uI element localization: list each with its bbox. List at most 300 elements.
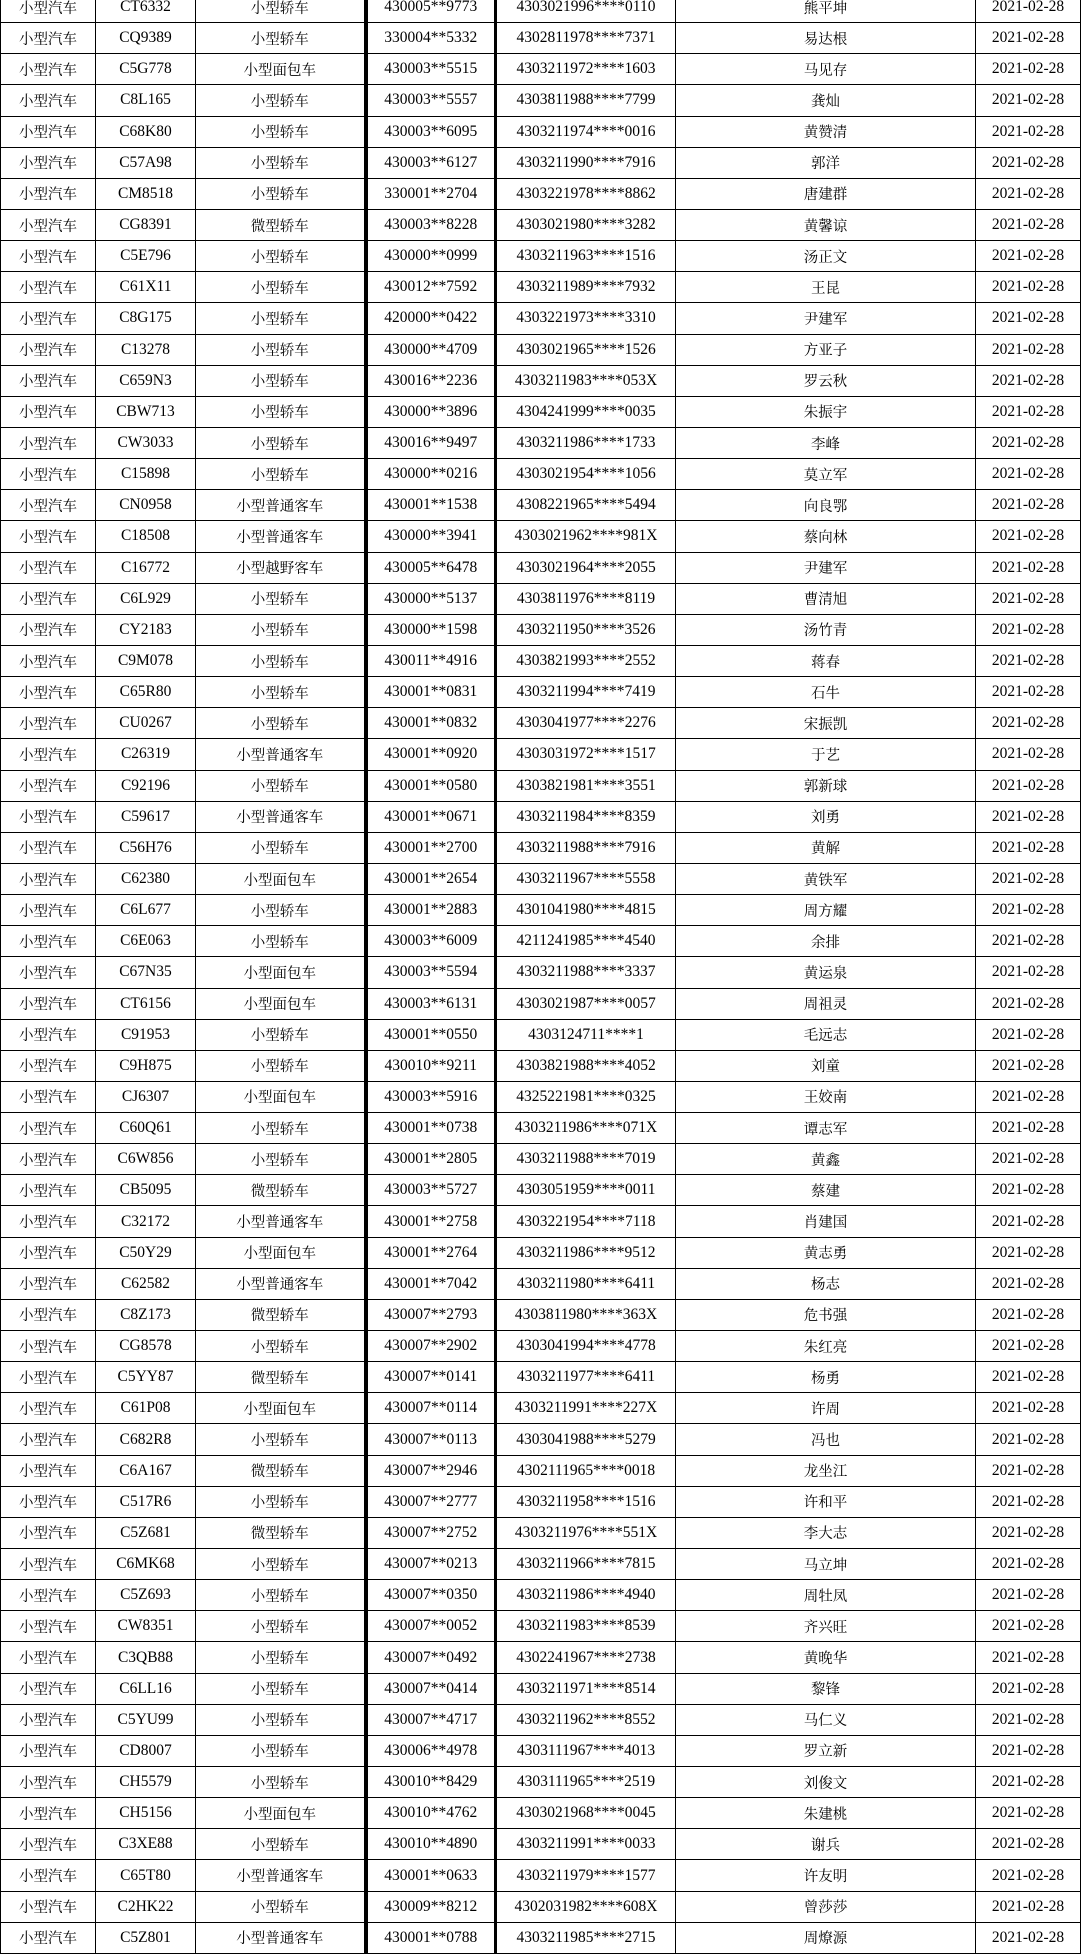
license-number-cell: 430006**4978 [366,1735,496,1766]
vehicle-class-cell: 小型汽车 [1,863,96,894]
vehicle-class-cell: 小型汽车 [1,1673,96,1704]
license-number-cell: 430012**7592 [366,272,496,303]
id-number-cell: 4211241985****4540 [496,926,676,957]
id-number-cell: 4303021964****2055 [496,552,676,583]
license-number-cell: 430010**8429 [366,1767,496,1798]
id-number-cell: 4303021965****1526 [496,334,676,365]
vehicle-type-cell: 小型轿车 [196,0,366,23]
table-row [1,1580,1081,1611]
date-cell: 2021-02-28 [976,1393,1081,1424]
id-number-cell: 4303211962****8552 [496,1704,676,1735]
license-number-cell: 430007**0114 [366,1393,496,1424]
table-row [1,1331,1081,1362]
table-row [1,1081,1081,1112]
vehicle-class-cell: 小型汽车 [1,1517,96,1548]
date-cell: 2021-02-28 [976,1798,1081,1829]
plate-number-cell: C8G175 [96,303,196,334]
id-number-cell: 4303211988****7916 [496,832,676,863]
id-number-cell: 4303211990****7916 [496,147,676,178]
license-number-cell: 430001**2758 [366,1206,496,1237]
owner-name-cell: 许周 [676,1393,976,1424]
id-number-cell: 4303021962****981X [496,521,676,552]
vehicle-type-cell: 小型普通客车 [196,1268,366,1299]
plate-number-cell: C9M078 [96,645,196,676]
table-row [1,178,1081,209]
id-number-cell: 4302241967****2738 [496,1642,676,1673]
vehicle-type-cell: 小型轿车 [196,708,366,739]
vehicle-type-cell: 小型轿车 [196,645,366,676]
plate-number-cell: CN0958 [96,490,196,521]
id-number-cell: 4303111967****4013 [496,1735,676,1766]
table-row [1,0,1081,23]
license-number-cell: 430001**0832 [366,708,496,739]
date-cell: 2021-02-28 [976,427,1081,458]
plate-number-cell: C6A167 [96,1455,196,1486]
plate-number-cell: C5E796 [96,241,196,272]
license-number-cell: 430007**0141 [366,1362,496,1393]
date-cell: 2021-02-28 [976,1206,1081,1237]
id-number-cell: 4303211967****5558 [496,863,676,894]
id-number-cell: 4303211971****8514 [496,1673,676,1704]
table-row [1,1362,1081,1393]
license-number-cell: 430003**6095 [366,116,496,147]
plate-number-cell: C18508 [96,521,196,552]
owner-name-cell: 余排 [676,926,976,957]
table-row [1,272,1081,303]
owner-name-cell: 易达根 [676,23,976,54]
vehicle-type-cell: 小型轿车 [196,365,366,396]
table-row [1,552,1081,583]
vehicle-class-cell: 小型汽车 [1,147,96,178]
owner-name-cell: 汤竹青 [676,614,976,645]
id-number-cell: 4308221965****5494 [496,490,676,521]
vehicle-class-cell: 小型汽车 [1,303,96,334]
table-row [1,1268,1081,1299]
id-number-cell: 4303041994****4778 [496,1331,676,1362]
id-number-cell: 4303211988****3337 [496,957,676,988]
table-row [1,1424,1081,1455]
id-number-cell: 4303041988****5279 [496,1424,676,1455]
plate-number-cell: C2HK22 [96,1891,196,1922]
id-number-cell: 4303051959****0011 [496,1175,676,1206]
table-row [1,23,1081,54]
owner-name-cell: 宋振凯 [676,708,976,739]
date-cell: 2021-02-28 [976,85,1081,116]
owner-name-cell: 熊平坤 [676,0,976,23]
vehicle-class-cell: 小型汽车 [1,1050,96,1081]
plate-number-cell: C659N3 [96,365,196,396]
license-number-cell: 430000**4709 [366,334,496,365]
table-row [1,459,1081,490]
owner-name-cell: 龚灿 [676,85,976,116]
table-row [1,739,1081,770]
owner-name-cell: 蔡建 [676,1175,976,1206]
plate-number-cell: C5YY87 [96,1362,196,1393]
id-number-cell: 4303211984****8359 [496,801,676,832]
owner-name-cell: 黄志勇 [676,1237,976,1268]
license-number-cell: 430003**6131 [366,988,496,1019]
table-row [1,801,1081,832]
plate-number-cell: CT6156 [96,988,196,1019]
date-cell: 2021-02-28 [976,490,1081,521]
id-number-cell: 4303211983****8539 [496,1611,676,1642]
owner-name-cell: 周祖灵 [676,988,976,1019]
date-cell: 2021-02-28 [976,1673,1081,1704]
date-cell: 2021-02-28 [976,1549,1081,1580]
owner-name-cell: 许和平 [676,1486,976,1517]
vehicle-class-cell: 小型汽车 [1,1642,96,1673]
owner-name-cell: 黄铁军 [676,863,976,894]
license-number-cell: 430001**0920 [366,739,496,770]
plate-number-cell: C5Z801 [96,1922,196,1953]
vehicle-type-cell: 小型普通客车 [196,1206,366,1237]
owner-name-cell: 黄赞清 [676,116,976,147]
plate-number-cell: C5G778 [96,54,196,85]
vehicle-type-cell: 小型轿车 [196,241,366,272]
table-row [1,303,1081,334]
plate-number-cell: C56H76 [96,832,196,863]
license-number-cell: 430007**2946 [366,1455,496,1486]
date-cell: 2021-02-28 [976,272,1081,303]
vehicle-class-cell: 小型汽车 [1,1704,96,1735]
plate-number-cell: C6L929 [96,583,196,614]
date-cell: 2021-02-28 [976,801,1081,832]
table-row [1,957,1081,988]
plate-number-cell: C6LL16 [96,1673,196,1704]
vehicle-type-cell: 微型轿车 [196,1455,366,1486]
vehicle-type-cell: 小型面包车 [196,957,366,988]
vehicle-class-cell: 小型汽车 [1,1237,96,1268]
owner-name-cell: 刘童 [676,1050,976,1081]
owner-name-cell: 马见存 [676,54,976,85]
table-row [1,396,1081,427]
plate-number-cell: C57A98 [96,147,196,178]
vehicle-class-cell: 小型汽车 [1,1611,96,1642]
vehicle-type-cell: 微型轿车 [196,209,366,240]
plate-number-cell: C91953 [96,1019,196,1050]
id-number-cell: 4303211986****4940 [496,1580,676,1611]
vehicle-class-cell: 小型汽车 [1,1891,96,1922]
date-cell: 2021-02-28 [976,1517,1081,1548]
plate-number-cell: C61X11 [96,272,196,303]
license-number-cell: 430007**0052 [366,1611,496,1642]
plate-number-cell: CQ9389 [96,23,196,54]
id-number-cell: 4303211986****071X [496,1113,676,1144]
plate-number-cell: C6MK68 [96,1549,196,1580]
owner-name-cell: 周燎源 [676,1922,976,1953]
id-number-cell: 4303211985****2715 [496,1922,676,1953]
id-number-cell: 4303211950****3526 [496,614,676,645]
license-number-cell: 430000**3896 [366,396,496,427]
owner-name-cell: 龙坐江 [676,1455,976,1486]
plate-number-cell: C5Z693 [96,1580,196,1611]
vehicle-class-cell: 小型汽车 [1,895,96,926]
owner-name-cell: 王昆 [676,272,976,303]
vehicle-type-cell: 小型轿车 [196,1829,366,1860]
license-number-cell: 430001**0738 [366,1113,496,1144]
vehicle-class-cell: 小型汽车 [1,708,96,739]
vehicle-type-cell: 小型轿车 [196,23,366,54]
license-number-cell: 430001**2805 [366,1144,496,1175]
vehicle-class-cell: 小型汽车 [1,832,96,863]
id-number-cell: 4303211988****7019 [496,1144,676,1175]
owner-name-cell: 罗立新 [676,1735,976,1766]
plate-number-cell: C32172 [96,1206,196,1237]
date-cell: 2021-02-28 [976,645,1081,676]
vehicle-class-cell: 小型汽车 [1,1268,96,1299]
vehicle-type-cell: 小型轿车 [196,1331,366,1362]
license-number-cell: 430001**2883 [366,895,496,926]
license-number-cell: 430007**2793 [366,1299,496,1330]
license-number-cell: 430001**2654 [366,863,496,894]
date-cell: 2021-02-28 [976,365,1081,396]
vehicle-type-cell: 小型轿车 [196,147,366,178]
id-number-cell: 4303211986****9512 [496,1237,676,1268]
owner-name-cell: 刘勇 [676,801,976,832]
plate-number-cell: C60Q61 [96,1113,196,1144]
license-number-cell: 430001**1538 [366,490,496,521]
plate-number-cell: CB5095 [96,1175,196,1206]
date-cell: 2021-02-28 [976,614,1081,645]
vehicle-type-cell: 小型普通客车 [196,1860,366,1891]
table-row [1,988,1081,1019]
vehicle-type-cell: 小型轿车 [196,832,366,863]
owner-name-cell: 石牛 [676,677,976,708]
vehicle-type-cell: 小型面包车 [196,54,366,85]
table-row [1,1144,1081,1175]
plate-number-cell: C65R80 [96,677,196,708]
date-cell: 2021-02-28 [976,1175,1081,1206]
id-number-cell: 4303021996****0110 [496,0,676,23]
id-number-cell: 4303211983****053X [496,365,676,396]
vehicle-type-cell: 小型面包车 [196,1798,366,1829]
license-number-cell: 330004**5332 [366,23,496,54]
owner-name-cell: 齐兴旺 [676,1611,976,1642]
date-cell: 2021-02-28 [976,583,1081,614]
vehicle-class-cell: 小型汽车 [1,272,96,303]
vehicle-class-cell: 小型汽车 [1,1144,96,1175]
license-number-cell: 430007**0213 [366,1549,496,1580]
id-number-cell: 4303021954****1056 [496,459,676,490]
owner-name-cell: 黄晚华 [676,1642,976,1673]
table-row [1,334,1081,365]
table-row [1,1829,1081,1860]
plate-number-cell: CBW713 [96,396,196,427]
id-number-cell: 4303211994****7419 [496,677,676,708]
id-number-cell: 4303111965****2519 [496,1767,676,1798]
vehicle-type-cell: 小型轿车 [196,1767,366,1798]
plate-number-cell: C92196 [96,770,196,801]
plate-number-cell: CT6332 [96,0,196,23]
license-number-cell: 430001**2764 [366,1237,496,1268]
license-number-cell: 430010**4762 [366,1798,496,1829]
vehicle-type-cell: 微型轿车 [196,1362,366,1393]
id-number-cell: 4303221973****3310 [496,303,676,334]
table-row [1,209,1081,240]
table-row [1,1922,1081,1953]
vehicle-class-cell: 小型汽车 [1,1486,96,1517]
id-number-cell: 4303211972****1603 [496,54,676,85]
owner-name-cell: 郭洋 [676,147,976,178]
license-number-cell: 430007**4717 [366,1704,496,1735]
date-cell: 2021-02-28 [976,1580,1081,1611]
date-cell: 2021-02-28 [976,988,1081,1019]
date-cell: 2021-02-28 [976,1237,1081,1268]
date-cell: 2021-02-28 [976,677,1081,708]
date-cell: 2021-02-28 [976,552,1081,583]
owner-name-cell: 周牡凤 [676,1580,976,1611]
vehicle-type-cell: 小型轿车 [196,1486,366,1517]
vehicle-class-cell: 小型汽车 [1,1206,96,1237]
plate-number-cell: C68K80 [96,116,196,147]
id-number-cell: 4303821988****4052 [496,1050,676,1081]
license-number-cell: 430001**0580 [366,770,496,801]
vehicle-class-cell: 小型汽车 [1,1735,96,1766]
owner-name-cell: 谢兵 [676,1829,976,1860]
plate-number-cell: C67N35 [96,957,196,988]
table-row [1,926,1081,957]
table-row [1,427,1081,458]
vehicle-type-cell: 小型轿车 [196,1891,366,1922]
license-number-cell: 430003**5557 [366,85,496,116]
id-number-cell: 4303124711****1 [496,1019,676,1050]
vehicle-class-cell: 小型汽车 [1,1455,96,1486]
id-number-cell: 4303221954****7118 [496,1206,676,1237]
date-cell: 2021-02-28 [976,1891,1081,1922]
license-number-cell: 430001**2700 [366,832,496,863]
id-number-cell: 4303821981****3551 [496,770,676,801]
license-number-cell: 430016**9497 [366,427,496,458]
vehicle-type-cell: 小型轿车 [196,926,366,957]
table-row [1,1486,1081,1517]
plate-number-cell: CH5579 [96,1767,196,1798]
date-cell: 2021-02-28 [976,1081,1081,1112]
plate-number-cell: CD8007 [96,1735,196,1766]
date-cell: 2021-02-28 [976,863,1081,894]
owner-name-cell: 马立坤 [676,1549,976,1580]
id-number-cell: 4303021968****0045 [496,1798,676,1829]
owner-name-cell: 莫立军 [676,459,976,490]
owner-name-cell: 向良鄂 [676,490,976,521]
license-number-cell: 430007**0350 [366,1580,496,1611]
id-number-cell: 4302811978****7371 [496,23,676,54]
date-cell: 2021-02-28 [976,0,1081,23]
table-row [1,147,1081,178]
vehicle-class-cell: 小型汽车 [1,365,96,396]
table-row [1,1549,1081,1580]
vehicle-class-cell: 小型汽车 [1,54,96,85]
vehicle-class-cell: 小型汽车 [1,583,96,614]
vehicle-type-cell: 小型轿车 [196,459,366,490]
vehicle-type-cell: 小型越野客车 [196,552,366,583]
vehicle-type-cell: 小型轿车 [196,1704,366,1735]
id-number-cell: 4303031972****1517 [496,739,676,770]
vehicle-class-cell: 小型汽车 [1,209,96,240]
table-row [1,1611,1081,1642]
plate-number-cell: C682R8 [96,1424,196,1455]
vehicle-type-cell: 小型轿车 [196,895,366,926]
table-row [1,241,1081,272]
vehicle-type-cell: 小型普通客车 [196,490,366,521]
license-number-cell: 430005**6478 [366,552,496,583]
vehicle-class-cell: 小型汽车 [1,1081,96,1112]
vehicle-type-cell: 小型轿车 [196,1050,366,1081]
vehicle-class-cell: 小型汽车 [1,614,96,645]
vehicle-type-cell: 小型轿车 [196,1611,366,1642]
id-number-cell: 4303211976****551X [496,1517,676,1548]
plate-number-cell: C15898 [96,459,196,490]
date-cell: 2021-02-28 [976,1331,1081,1362]
owner-name-cell: 毛远志 [676,1019,976,1050]
vehicle-class-cell: 小型汽车 [1,490,96,521]
plate-number-cell: C26319 [96,739,196,770]
license-number-cell: 430010**4890 [366,1829,496,1860]
table-row [1,1704,1081,1735]
table-row [1,1642,1081,1673]
plate-number-cell: C6W856 [96,1144,196,1175]
license-number-cell: 430001**0831 [366,677,496,708]
vehicle-class-cell: 小型汽车 [1,241,96,272]
date-cell: 2021-02-28 [976,770,1081,801]
date-cell: 2021-02-28 [976,241,1081,272]
date-cell: 2021-02-28 [976,1735,1081,1766]
table-row [1,54,1081,85]
table-row [1,863,1081,894]
vehicle-class-cell: 小型汽车 [1,1299,96,1330]
date-cell: 2021-02-28 [976,1268,1081,1299]
vehicle-class-cell: 小型汽车 [1,334,96,365]
plate-number-cell: CG8391 [96,209,196,240]
plate-number-cell: C62582 [96,1268,196,1299]
vehicle-type-cell: 微型轿车 [196,1517,366,1548]
vehicle-class-cell: 小型汽车 [1,521,96,552]
date-cell: 2021-02-28 [976,895,1081,926]
plate-number-cell: CM8518 [96,178,196,209]
license-number-cell: 430001**0671 [366,801,496,832]
id-number-cell: 4303211963****1516 [496,241,676,272]
vehicle-class-cell: 小型汽车 [1,396,96,427]
table-row [1,521,1081,552]
owner-name-cell: 黄运泉 [676,957,976,988]
license-number-cell: 430011**4916 [366,645,496,676]
plate-number-cell: C13278 [96,334,196,365]
id-number-cell: 4303811980****363X [496,1299,676,1330]
table-row [1,116,1081,147]
date-cell: 2021-02-28 [976,23,1081,54]
id-number-cell: 4303021987****0057 [496,988,676,1019]
vehicle-class-cell: 小型汽车 [1,739,96,770]
vehicle-type-cell: 小型轿车 [196,427,366,458]
plate-number-cell: CU0267 [96,708,196,739]
owner-name-cell: 曹清旭 [676,583,976,614]
owner-name-cell: 许友明 [676,1860,976,1891]
vehicle-type-cell: 小型普通客车 [196,739,366,770]
license-number-cell: 430016**2236 [366,365,496,396]
plate-number-cell: C16772 [96,552,196,583]
date-cell: 2021-02-28 [976,708,1081,739]
table-row [1,1735,1081,1766]
license-number-cell: 330001**2704 [366,178,496,209]
license-number-cell: 420000**0422 [366,303,496,334]
vehicle-type-cell: 小型轿车 [196,1424,366,1455]
license-number-cell: 430001**0550 [366,1019,496,1050]
vehicle-class-cell: 小型汽车 [1,988,96,1019]
owner-name-cell: 王姣南 [676,1081,976,1112]
table-row [1,1798,1081,1829]
vehicle-type-cell: 小型轿车 [196,614,366,645]
plate-number-cell: C8L165 [96,85,196,116]
date-cell: 2021-02-28 [976,1860,1081,1891]
